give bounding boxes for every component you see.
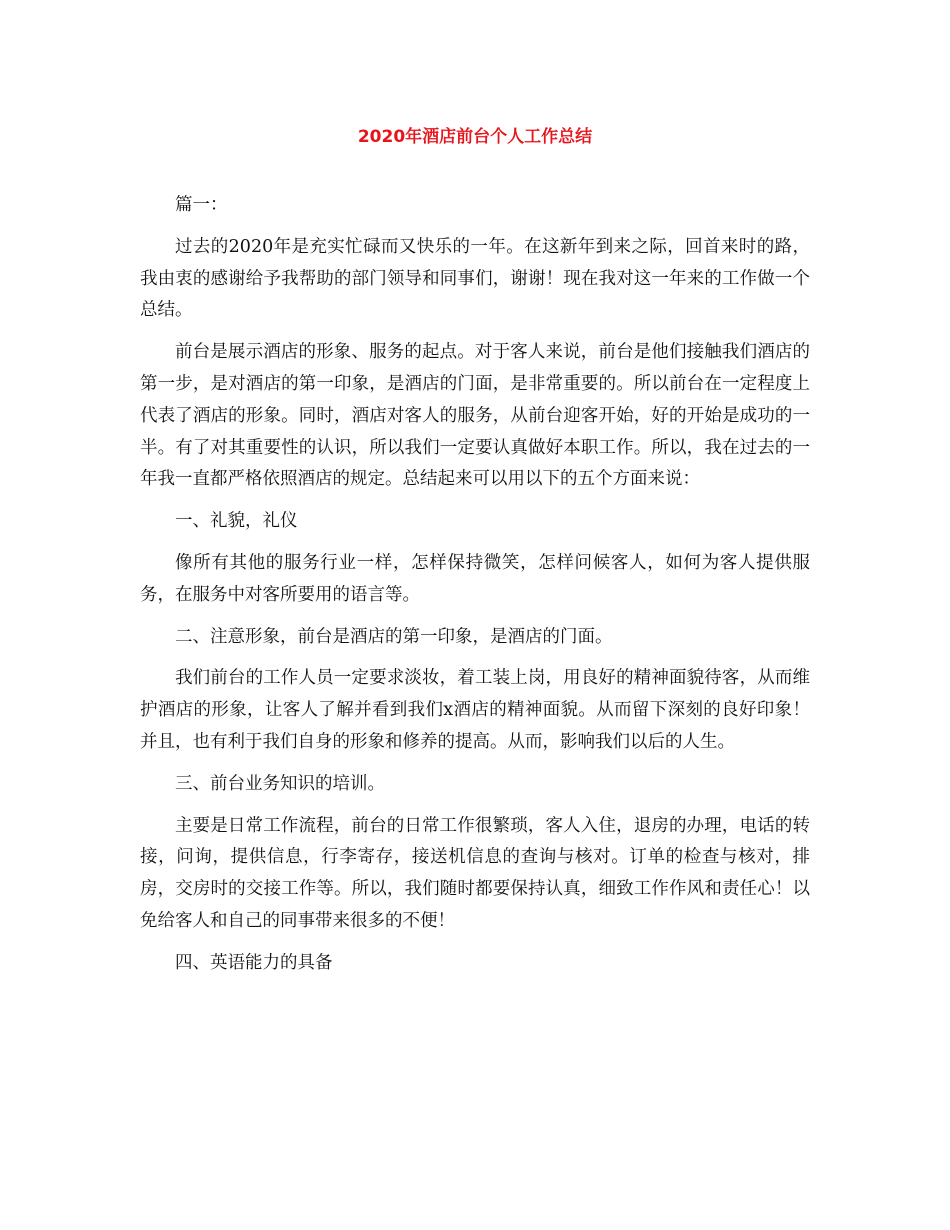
heading-image: 二、注意形象，前台是酒店的第一印象，是酒店的门面。 — [175, 626, 613, 647]
heading-training: 三、前台业务知识的培训。 — [175, 773, 385, 794]
paragraph-training: 主要是日常工作流程，前台的日常工作很繁琐，客人入住，退房的办理，电话的转接，问询，提供信息，行李寄存，接送机信息的查询与核对。订单的检查与核对，排房，交房时的交接工作等。所以，我们随时都要保持认真，细致工作作风和责任心！以免给客人和自己的同事带来很多的不便！ — [140, 815, 810, 931]
paragraph-etiquette: 像所有其他的服务行业一样，怎样保持微笑，怎样问候客人，如何为客人提供服务，在服务中对客所要用的语言等。 — [140, 552, 810, 605]
paragraph-image: 我们前台的工作人员一定要求淡妆，着工装上岗，用良好的精神面貌待客，从而维护酒店的形象，让客人了解并看到我们x酒店的精神面貌。从而留下深刻的良好印象！并且，也有利于我们自身的形象和修养的提高。从而，影响我们以后的人生。 — [140, 668, 810, 752]
heading-english: 四、英语能力的具备 — [175, 952, 333, 973]
paragraph-intro: 过去的2020年是充实忙碌而又快乐的一年。在这新年到来之际，回首来时的路，我由衷的感谢给予我帮助的部门领导和同事们，谢谢！现在我对这一年来的工作做一个总结。 — [140, 236, 810, 321]
heading-etiquette: 一、礼貌，礼仪 — [175, 511, 298, 532]
paragraph-front-desk-role: 前台是展示酒店的形象、服务的起点。对于客人来说，前台是他们接触我们酒店的第一步，是对酒店的第一印象，是酒店的门面，是非常重要的。所以前台在一定程度上代表了酒店的形象。同时，酒店对客人的服务，从前台迎客开始，好的开始是成功的一半。有了对其重要性的认识，所以我们一定要认真做好本职工作。所以，我在过去的一年我一直都严格依照酒店的规定。总结起来可以用以下的五个方面来说： — [140, 342, 810, 490]
document-body — [140, 190, 810, 990]
paragraph-section-label: 篇一： — [175, 195, 228, 215]
document-title: 2020年酒店前台个人工作总结 — [357, 127, 593, 147]
